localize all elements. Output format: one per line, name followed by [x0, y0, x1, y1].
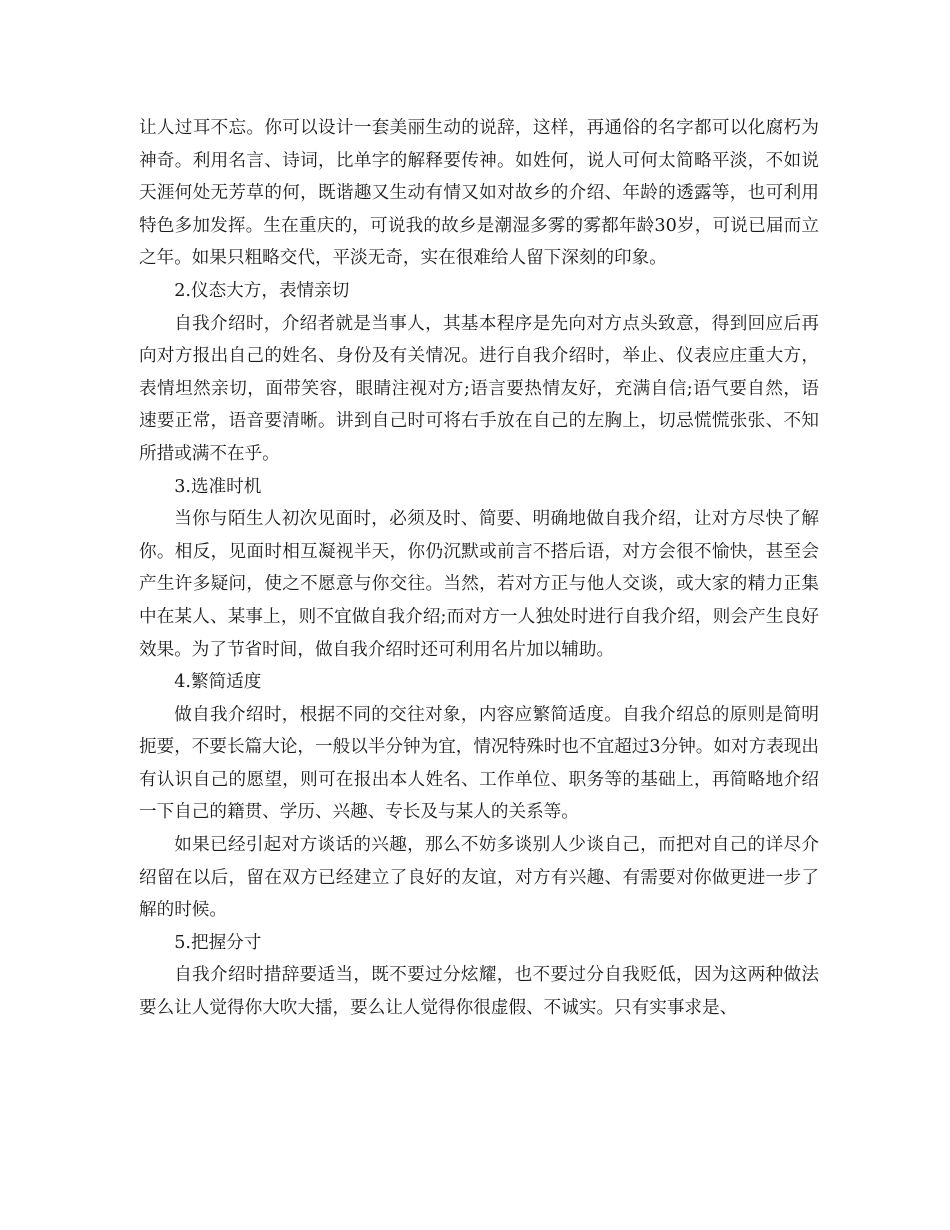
paragraph-3: 当你与陌生人初次见面时，必须及时、简要、明确地做自我介绍，让对方尽快了解你。相反，见面时相互凝视半天，你仍沉默或前言不搭后语，对方会很不愉快，甚至会产生许多疑问，使之不愿意与你交往。当然，若对方正与他人交谈，或大家的精力正集中在某人、某事上，则不宜做自我介绍;而对方一人独处时进行自我介绍，则会产生良好效果。为了节省时间，做自我介绍时还可利用名片加以辅助。 [139, 509, 819, 660]
document-body [139, 112, 819, 1025]
paragraph-4b: 如果已经引起对方谈话的兴趣，那么不妨多谈别人少谈自己，而把对自己的详尽介绍留在以后，留在双方已经建立了良好的友谊，对方有兴趣、有需要对你做更进一步了解的时候。 [139, 835, 819, 921]
section-heading-5: 5.把握分寸 [174, 932, 262, 953]
paragraph-4a: 做自我介绍时，根据不同的交往对象，内容应繁简适度。自我介绍总的原则是简明扼要，不要长篇大论，一般以半分钟为宜，情况特殊时也不宜超过3分钟。如对方表现出有认识自己的愿望，则可在报出本人姓名、工作单位、职务等的基础上，再简略地介绍一下自己的籍贯、学历、兴趣、专长及与某人的关系等。 [139, 704, 819, 823]
paragraph-2: 自我介绍时，介绍者就是当事人，其基本程序是先向对方点头致意，得到回应后再向对方报出自己的姓名、身份及有关情况。进行自我介绍时，举止、仪表应庄重大方，表情坦然亲切，面带笑容，眼睛注视对方;语言要热情友好，充满自信;语气要自然，语速要正常，语音要清晰。讲到自己时可将右手放在自己的左胸上，切忌慌慌张张、不知所措或满不在乎。 [139, 313, 819, 464]
paragraph-5: 自我介绍时措辞要适当，既不要过分炫耀，也不要过分自我贬低，因为这两种做法要么让人觉得你大吹大擂，要么让人觉得你很虚假、不诚实。只有实事求是、 [139, 965, 819, 1019]
section-heading-2: 2.仪态大方，表情亲切 [174, 280, 350, 301]
section-heading-3: 3.选准时机 [174, 476, 262, 497]
paragraph-continuation: 让人过耳不忘。你可以设计一套美丽生动的说辞，这样，再通俗的名字都可以化腐朽为神奇。利用名言、诗词，比单字的解释要传神。如姓何，说人可何太简略平淡，不如说天涯何处无芳草的何，既谐趣又生动有情又如对故乡的介绍、年龄的透露等，也可利用特色多加发挥。生在重庆的，可说我的故乡是潮湿多雾的雾都年龄30岁，可说已届而立之年。如果只粗略交代，平淡无奇，实在很难给人留下深刻的印象。 [139, 118, 819, 269]
section-heading-4: 4.繁简适度 [174, 672, 262, 693]
